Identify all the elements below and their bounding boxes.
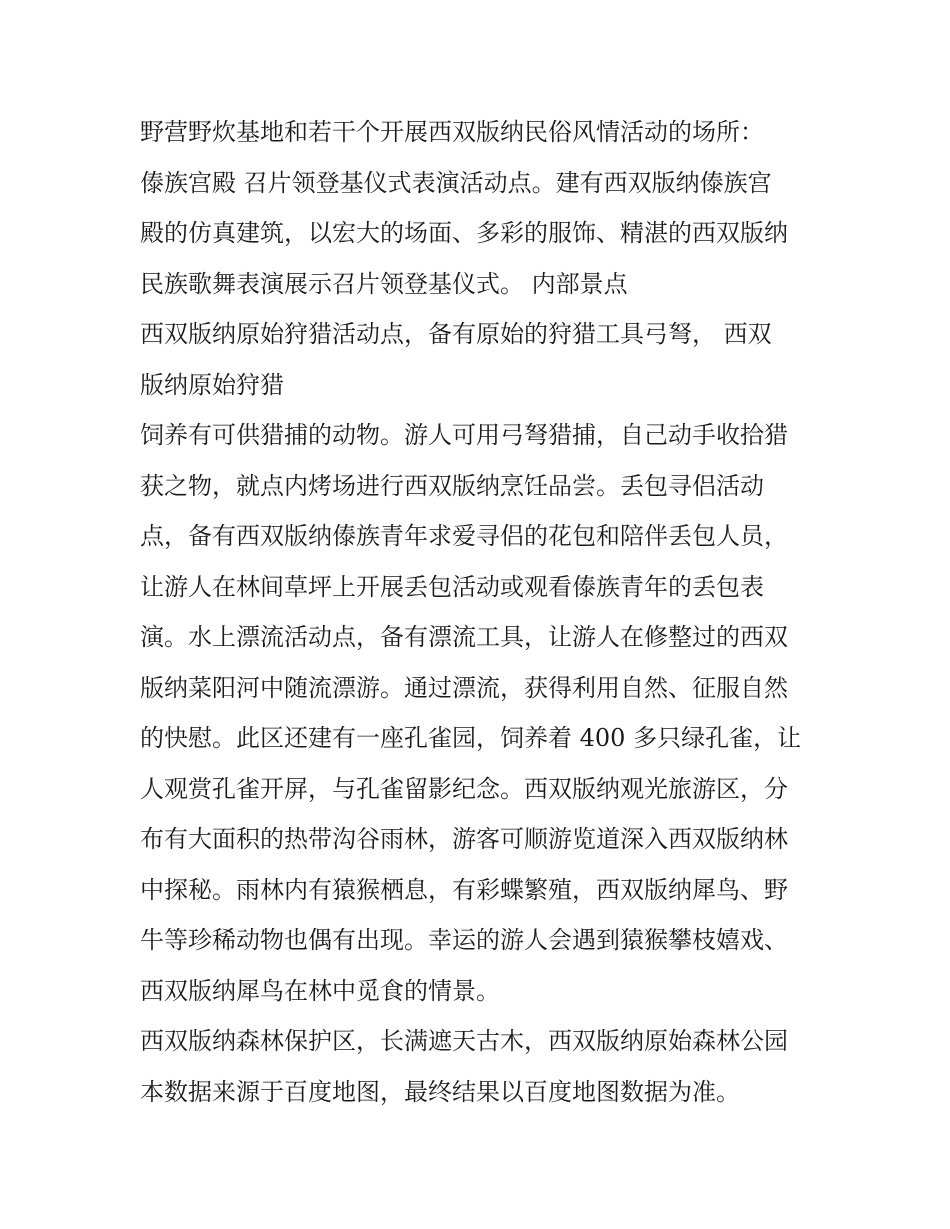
text-line: 人观赏孔雀开屏，与孔雀留影纪念。西双版纳观光旅游区，分 — [140, 774, 788, 803]
text-line: 点，备有西双版纳傣族青年求爱寻侣的花包和陪伴丢包人员， — [140, 522, 788, 550]
text-line: 版纳原始狩猎 — [140, 370, 284, 399]
text-line: 殿的仿真建筑，以宏大的场面、多彩的服饰、精湛的西双版纳 — [140, 219, 788, 247]
document-body — [140, 107, 820, 1117]
text-line: 的快慰。此区还建有一座孔雀园，饲养着 400 多只绿孔雀，让 — [140, 724, 802, 752]
text-line: 饲养有可供猎捕的动物。游人可用弓弩猎捕，自己动手收拾猎 — [140, 421, 788, 449]
text-line: 野营野炊基地和若干个开展西双版纳民俗风情活动的场所： — [140, 118, 764, 146]
text-line: 民族歌舞表演展示召片领登基仪式。 内部景点 — [140, 269, 628, 298]
text-line: 获之物，就点内烤场进行西双版纳烹饪品尝。丢包寻侣活动 — [140, 471, 764, 500]
text-line: 版纳菜阳河中随流漂游。通过漂流，获得利用自然、征服自然 — [140, 673, 788, 702]
text-line: 牛等珍稀动物也偶有出现。幸运的游人会遇到猿猴攀枝嬉戏、 — [140, 926, 788, 954]
text-line: 西双版纳森林保护区，长满遮天古木，西双版纳原始森林公园 — [140, 1027, 788, 1055]
text-line: 本数据来源于百度地图，最终结果以百度地图数据为准。 — [140, 1077, 740, 1106]
text-line: 演。水上漂流活动点，备有漂流工具，让游人在修整过的西双 — [140, 623, 788, 651]
text-line: 让游人在林间草坪上开展丢包活动或观看傣族青年的丢包表 — [140, 572, 764, 601]
text-line: 布有大面积的热带沟谷雨林，游客可顺游览道深入西双版纳林 — [140, 825, 788, 853]
text-line: 中探秘。雨林内有猿猴栖息，有彩蝶繁殖，西双版纳犀鸟、野 — [140, 875, 788, 904]
text-line: 傣族宫殿 召片领登基仪式表演活动点。建有西双版纳傣族宫 — [140, 168, 772, 197]
text-line: 西双版纳原始狩猎活动点，备有原始的狩猎工具弓弩， 西双 — [140, 320, 772, 348]
text-line: 西双版纳犀鸟在林中觅食的情景。 — [140, 976, 500, 1005]
